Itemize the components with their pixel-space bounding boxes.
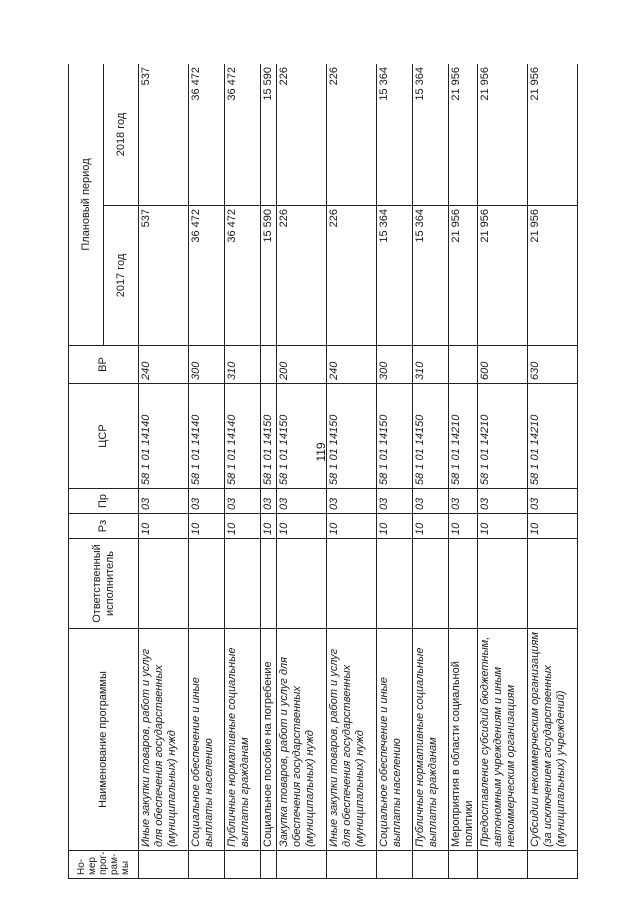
cell-program-number bbox=[189, 851, 225, 879]
cell-vr: 240 bbox=[327, 346, 377, 384]
cell-csr: 58 1 01 14150 bbox=[377, 384, 413, 489]
table-row bbox=[277, 64, 327, 879]
cell-rz: 10 bbox=[225, 514, 261, 539]
table-row bbox=[413, 64, 449, 879]
header-rz: Рз bbox=[69, 514, 139, 539]
cell-vr bbox=[449, 346, 478, 384]
cell-program-number bbox=[277, 851, 327, 879]
cell-vr: 300 bbox=[189, 346, 225, 384]
cell-csr: 58 1 01 14210 bbox=[449, 384, 478, 489]
cell-2018: 226 bbox=[327, 64, 377, 206]
cell-executor bbox=[261, 539, 277, 629]
table-row bbox=[189, 64, 225, 879]
cell-csr: 58 1 01 14150 bbox=[327, 384, 377, 489]
header-year-2017: 2017 год bbox=[104, 206, 139, 346]
cell-pr: 03 bbox=[225, 489, 261, 514]
cell-vr: 300 bbox=[377, 346, 413, 384]
cell-csr: 58 1 01 14140 bbox=[139, 384, 189, 489]
cell-program-number bbox=[327, 851, 377, 879]
cell-vr: 200 bbox=[277, 346, 327, 384]
header-executor: Ответственный исполнитель bbox=[69, 539, 139, 629]
cell-rz: 10 bbox=[277, 514, 327, 539]
cell-pr: 03 bbox=[449, 489, 478, 514]
cell-2018: 15 364 bbox=[413, 64, 449, 206]
cell-program-number bbox=[413, 851, 449, 879]
cell-rz: 10 bbox=[478, 514, 528, 539]
budget-table bbox=[68, 64, 578, 879]
cell-csr: 58 1 01 14210 bbox=[478, 384, 528, 489]
cell-pr: 03 bbox=[327, 489, 377, 514]
cell-rz: 10 bbox=[377, 514, 413, 539]
cell-pr: 03 bbox=[413, 489, 449, 514]
cell-executor bbox=[413, 539, 449, 629]
cell-program-name: Предоставление субсидий бюджетным, автономным учреждениям и иным некоммерческим организациям bbox=[478, 629, 528, 851]
table-row bbox=[377, 64, 413, 879]
cell-2017: 21 956 bbox=[449, 206, 478, 346]
cell-vr: 310 bbox=[413, 346, 449, 384]
cell-program-number bbox=[225, 851, 261, 879]
table-row bbox=[327, 64, 377, 879]
cell-pr: 03 bbox=[139, 489, 189, 514]
cell-executor bbox=[225, 539, 261, 629]
cell-program-name: Социальное пособие на погребение bbox=[261, 629, 277, 851]
cell-rz: 10 bbox=[189, 514, 225, 539]
rotated-page-content bbox=[68, 64, 639, 879]
table-body bbox=[139, 64, 578, 879]
cell-pr: 03 bbox=[189, 489, 225, 514]
cell-program-number bbox=[377, 851, 413, 879]
cell-executor bbox=[478, 539, 528, 629]
cell-vr: 310 bbox=[225, 346, 261, 384]
cell-executor bbox=[377, 539, 413, 629]
cell-program-number bbox=[261, 851, 277, 879]
page-number: 119 bbox=[314, 442, 328, 462]
cell-2017: 15 364 bbox=[413, 206, 449, 346]
cell-csr: 58 1 01 14150 bbox=[261, 384, 277, 489]
cell-2018: 537 bbox=[139, 64, 189, 206]
cell-program-name: Субсидии некоммерческим организациям (за исключением государственных (муниципальных) учреждений) bbox=[528, 629, 578, 851]
rotated-table-container bbox=[68, 64, 639, 879]
cell-program-number bbox=[449, 851, 478, 879]
cell-csr: 58 1 01 14140 bbox=[189, 384, 225, 489]
cell-2018: 21 956 bbox=[528, 64, 578, 206]
cell-vr bbox=[261, 346, 277, 384]
cell-2017: 21 956 bbox=[478, 206, 528, 346]
cell-executor bbox=[139, 539, 189, 629]
cell-vr: 240 bbox=[139, 346, 189, 384]
cell-program-number bbox=[528, 851, 578, 879]
cell-pr: 03 bbox=[377, 489, 413, 514]
cell-2018: 15 590 bbox=[261, 64, 277, 206]
cell-executor bbox=[277, 539, 327, 629]
cell-2018: 15 364 bbox=[377, 64, 413, 206]
cell-executor bbox=[327, 539, 377, 629]
cell-rz: 10 bbox=[413, 514, 449, 539]
cell-2018: 21 956 bbox=[449, 64, 478, 206]
cell-vr: 630 bbox=[528, 346, 578, 384]
table-header bbox=[69, 64, 139, 879]
header-pr: Пр bbox=[69, 489, 139, 514]
cell-program-name: Мероприятия в области социальной политики bbox=[449, 629, 478, 851]
cell-rz: 10 bbox=[139, 514, 189, 539]
table-row bbox=[449, 64, 478, 879]
cell-2018: 226 bbox=[277, 64, 327, 206]
header-planning-period: Плановый период bbox=[69, 64, 104, 346]
cell-vr: 600 bbox=[478, 346, 528, 384]
cell-2017: 15 590 bbox=[261, 206, 277, 346]
header-row-1 bbox=[69, 64, 104, 879]
cell-csr: 58 1 01 14140 bbox=[225, 384, 261, 489]
table-row bbox=[139, 64, 189, 879]
cell-2017: 226 bbox=[327, 206, 377, 346]
cell-executor bbox=[449, 539, 478, 629]
cell-2017: 36 472 bbox=[225, 206, 261, 346]
cell-csr: 58 1 01 14150 bbox=[413, 384, 449, 489]
cell-rz: 10 bbox=[449, 514, 478, 539]
cell-program-name: Социальное обеспечение и иные выплаты населению bbox=[377, 629, 413, 851]
table-row bbox=[478, 64, 528, 879]
cell-program-name: Социальное обеспечение и иные выплаты населению bbox=[189, 629, 225, 851]
header-vr: ВР bbox=[69, 346, 139, 384]
cell-2017: 226 bbox=[277, 206, 327, 346]
cell-executor bbox=[189, 539, 225, 629]
cell-2018: 21 956 bbox=[478, 64, 528, 206]
cell-pr: 03 bbox=[261, 489, 277, 514]
cell-program-name: Публичные нормативные социальные выплаты гражданам bbox=[413, 629, 449, 851]
table-row bbox=[261, 64, 277, 879]
cell-pr: 03 bbox=[478, 489, 528, 514]
cell-2017: 537 bbox=[139, 206, 189, 346]
table-row bbox=[225, 64, 261, 879]
header-program-name: Наименование программы bbox=[69, 629, 139, 851]
cell-pr: 03 bbox=[528, 489, 578, 514]
cell-2018: 36 472 bbox=[189, 64, 225, 206]
header-csr: ЦСР bbox=[69, 384, 139, 489]
cell-executor bbox=[528, 539, 578, 629]
header-program-number: Но- мер прог- рам- мы bbox=[69, 851, 139, 879]
table-row bbox=[528, 64, 578, 879]
cell-rz: 10 bbox=[261, 514, 277, 539]
cell-program-number bbox=[478, 851, 528, 879]
cell-program-name: Иные закупки товаров, работ и услуг для обеспечения государственных (муниципальных) нужд bbox=[139, 629, 189, 851]
cell-rz: 10 bbox=[327, 514, 377, 539]
cell-csr: 58 1 01 14210 bbox=[528, 384, 578, 489]
cell-program-name: Иные закупки товаров, работ и услуг для обеспечения государственных (муниципальных) нужд bbox=[327, 629, 377, 851]
cell-pr: 03 bbox=[277, 489, 327, 514]
cell-program-name: Закупка товаров, работ и услуг для обеспечения государственных (муниципальных) нужд bbox=[277, 629, 327, 851]
cell-program-number bbox=[139, 851, 189, 879]
cell-csr: 58 1 01 14150 bbox=[277, 384, 327, 489]
cell-rz: 10 bbox=[528, 514, 578, 539]
header-year-2018: 2018 год bbox=[104, 64, 139, 206]
cell-2018: 36 472 bbox=[225, 64, 261, 206]
cell-2017: 36 472 bbox=[189, 206, 225, 346]
cell-2017: 15 364 bbox=[377, 206, 413, 346]
cell-2017: 21 956 bbox=[528, 206, 578, 346]
cell-program-name: Публичные нормативные социальные выплаты гражданам bbox=[225, 629, 261, 851]
